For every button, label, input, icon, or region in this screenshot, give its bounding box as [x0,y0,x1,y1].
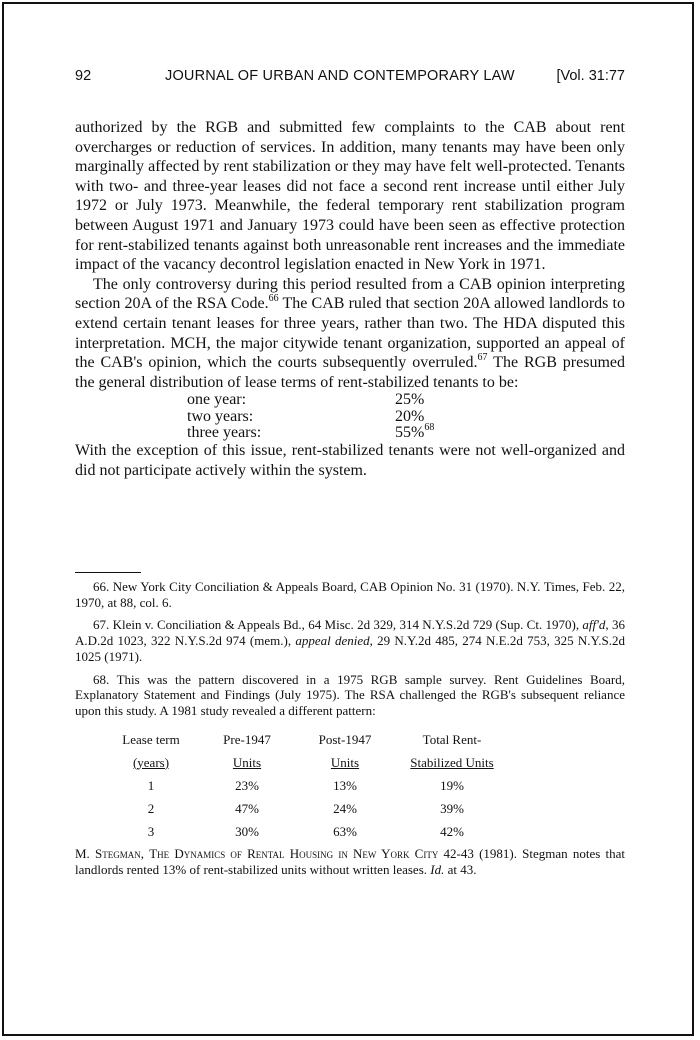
table-cell: 42% [440,823,464,839]
footnote-ref-68[interactable]: 68 [424,421,435,433]
lease-term-value: 20% [395,407,425,425]
table-row [105,820,511,843]
column-header: Pre-1947 [223,731,271,747]
footnote-68: 68. This was the pattern discovered in a 1975 RGB sample survey. Rent Guidelines Board, Explanatory Statement and Findings (July 1975). The RSA challenged the RGB's subsequent reliance upon this study. A 1981 study revealed a different pattern: [75,671,625,718]
table-cell: 30% [235,823,259,839]
footnote-66: 66. New York City Conciliation & Appeals Board, CAB Opinion No. 31 (1970). N.Y. Times, Feb. 22, 1970, at 88, col. 6. [75,579,625,610]
citation-rest: (1981). Stegman notes that landlords rented 13% of rent-stabilized units without written leases. [75,846,625,877]
table-cell: 3 [147,823,155,839]
footnote-divider [75,572,141,573]
column-header: Post-1947 [318,731,372,747]
lease-term-table [105,728,511,843]
paragraph-2-text-b: The CAB ruled that section 20A allowed landlords to extend certain tenant leases for three years, rather than two. The HDA disputed this interpretation. MCH, the major citywide tenant organization, supported an appeal of the CAB's opinion, which the courts subsequently overruled. [75,295,626,372]
footnote-67 [75,617,625,664]
lease-term-label: three years: [187,424,262,442]
list-item [187,421,507,442]
footnote-67-text-e: , 29 N.Y.2d 485, 274 N.E.2d 753, 325 N.Y.S.2d 1025 (1971). [75,633,625,664]
table-row [105,797,511,820]
table-cell: 13% [333,777,357,793]
footnote-67-text-a: 67. Klein v. Conciliation & Appeals Bd., 64 Misc. 2d 329, 314 N.Y.S.2d 729 (Sup. Ct. 1970), [93,617,583,633]
lease-term-value [395,421,495,442]
list-item [187,409,507,425]
table-cell: 2 [147,800,155,816]
list-item [187,392,507,408]
footnote-67-affd: aff'd [582,617,606,633]
citation-author: M. Stegman [75,846,141,861]
footnote-ref-66[interactable]: 66 [268,293,279,305]
citation-id: Id. [430,861,445,877]
column-header: Lease term [122,731,180,747]
page-number: 92 [75,68,92,84]
table-cell: 1 [147,777,155,793]
footnote-67-text-c: , 36 A.D.2d 1023, 322 N.Y.S.2d 974 (mem.), [75,617,625,649]
column-header: Units [232,754,262,770]
table-header-row [105,728,511,751]
column-header: Total Rent- [422,731,482,747]
lease-term-value-text: 55% [395,424,425,442]
paragraph-3: With the exception of this issue, rent-stabilized tenants were not well-organized and did not participate actively within the system. [75,442,625,480]
table-cell: 23% [235,777,259,793]
column-header: (years) [132,754,170,770]
column-header: Stabilized Units [410,754,494,770]
table-cell: 63% [333,823,357,839]
lease-term-label: one year: [187,391,247,409]
table-cell: 24% [333,800,357,816]
lease-term-label: two years: [187,407,254,425]
citation-title: The Dynamics of Rental Housing in New York City [149,846,439,861]
column-header: Units [330,754,360,770]
volume-label: [Vol. 31:77 [556,68,625,84]
lease-distribution-list [187,392,507,441]
table-cell: 47% [235,800,259,816]
footnote-67-appeal-denied: appeal denied [295,633,370,649]
journal-title: JOURNAL OF URBAN AND CONTEMPORARY LAW [165,68,515,84]
citation-pages: 42-43 [438,846,474,861]
citation-end: at 43. [444,861,477,877]
body-text [75,118,625,481]
footnote-ref-67[interactable]: 67 [477,351,488,363]
lease-term-value: 25% [395,391,425,409]
paragraph-1: authorized by the RGB and submitted few complaints to the CAB about rent overcharges or reduction of services. In addition, many tenants may have been only marginally affected by rent stabilization or they may have felt well-protected. Tenants with two- and three-year leases did not face a second rent increase until either July 1972 or July 1973. Meanwhile, the federal temporary rent stabilization program between August 1971 and January 1973 could have been seen as effective protection for rent-stabilized tenants against both unreasonable rent increases and the immediate impact of the vacancy decontrol legislation enacted in New York in 1971. [75,119,625,274]
table-source-citation [75,846,625,877]
citation-text: M. Stegman, The Dynamics of Rental Housing in New York City 42-43 (1981). Stegman notes that landlords rented 13% of rent-stabilized units without written leases. Id. at 43. [75,846,625,877]
footnotes [75,579,625,726]
paragraph-2-text-a: The only controversy during this period resulted from a CAB opinion interpreting section 20A of the RSA Code. [75,275,625,313]
table-header-row [105,751,511,774]
table-row [105,774,511,797]
table-cell: 19% [440,777,464,793]
table-cell: 39% [440,800,464,816]
paragraph-2-text-c: The RGB presumed the general distribution of lease terms of rent-stabilized tenants to be: [75,354,626,391]
paragraph-2 [75,275,625,393]
